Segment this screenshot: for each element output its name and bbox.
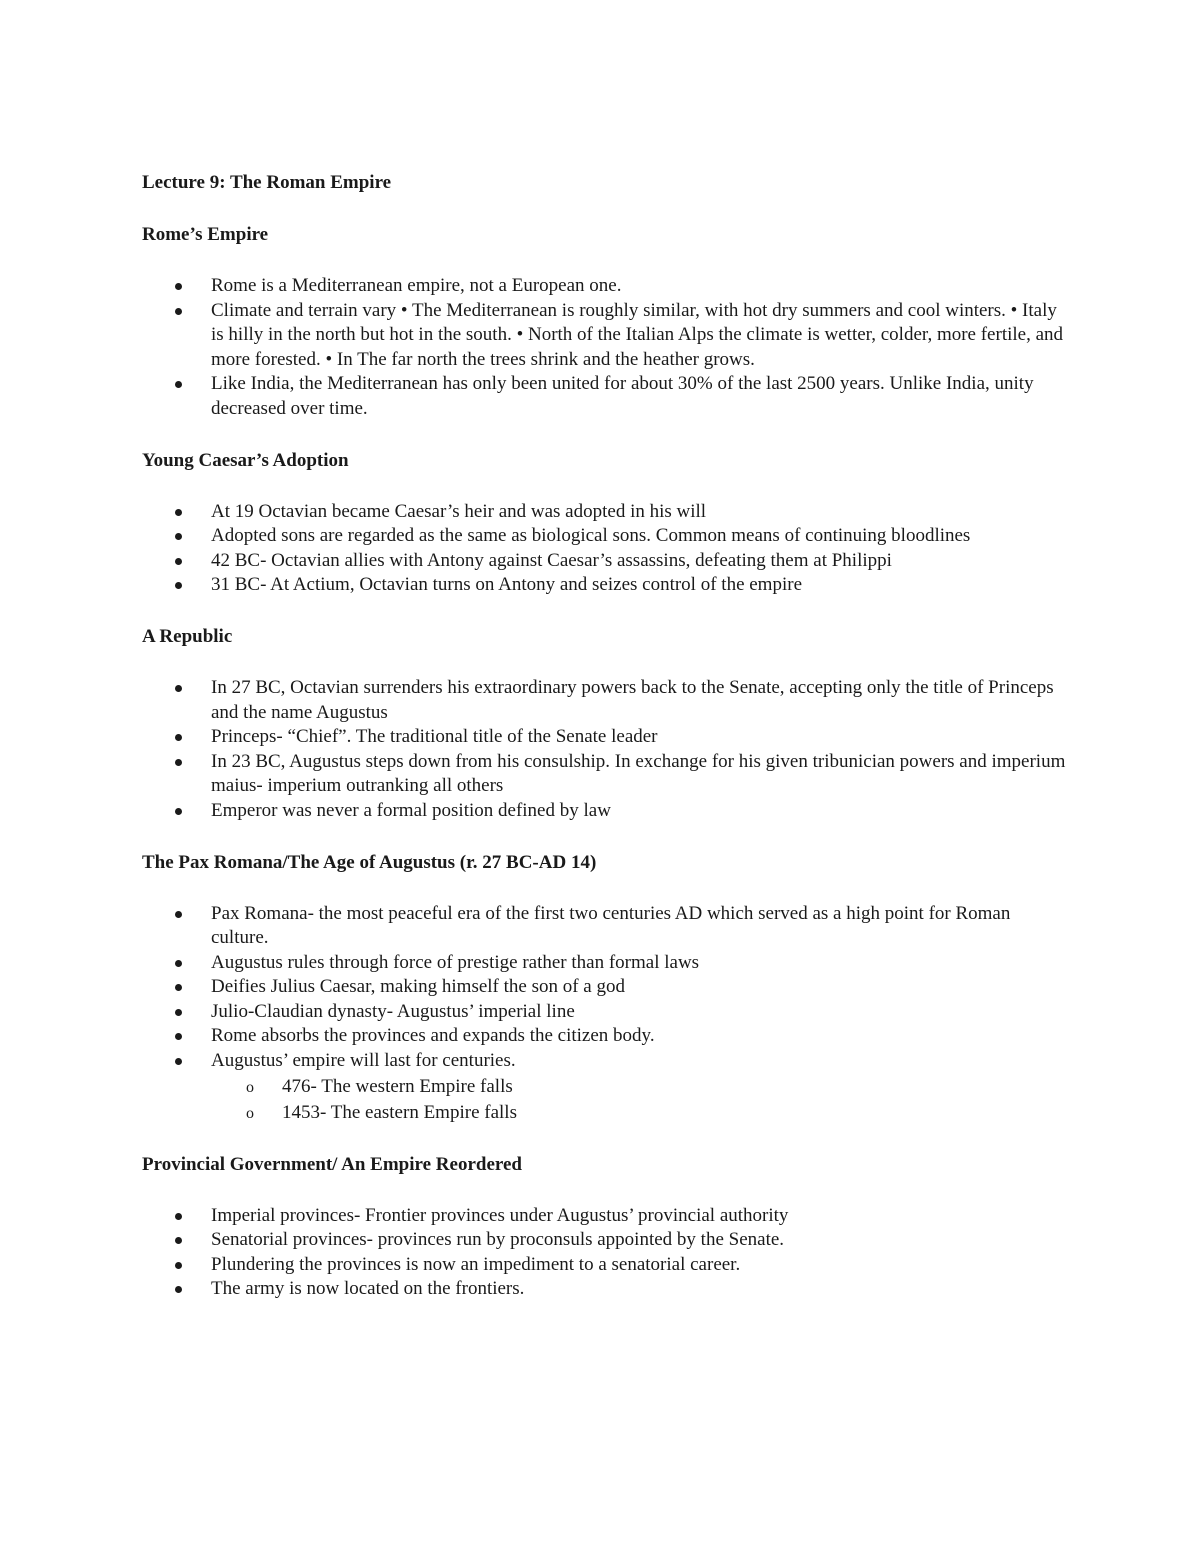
list-item	[142, 500, 1072, 525]
list-item-text: In 23 BC, Augustus steps down from his consulship. In exchange for his given tribunician powers and imperium maius- imperium outranking all others	[211, 750, 1066, 797]
document-body	[142, 170, 1072, 1328]
list-item-text: Senatorial provinces- provinces run by proconsuls appointed by the Senate.	[211, 1229, 785, 1251]
list-item	[142, 1228, 1072, 1253]
list-item-text: Augustus’ empire will last for centuries.	[211, 1050, 516, 1072]
bullet-icon	[175, 582, 182, 589]
list-item	[142, 573, 1072, 598]
bullet-list-young-caesars-adoption	[142, 500, 1072, 598]
section-heading-romes-empire: Rome’s Empire	[142, 224, 269, 245]
list-item	[142, 676, 1072, 725]
section-heading-a-republic: A Republic	[142, 625, 233, 647]
bullet-icon	[175, 1237, 182, 1244]
list-item	[142, 274, 1072, 299]
bullet-icon	[175, 960, 182, 967]
list-item-text: Like India, the Mediterranean has only been united for about 30% of the last 2500 years. Unlike India, unity decreased over time.	[211, 373, 1034, 419]
list-item-text: Plundering the provinces is now an impediment to a senatorial career.	[211, 1253, 741, 1275]
bullet-list-pax-romana	[142, 902, 1072, 1126]
sub-list-item	[142, 1074, 1072, 1100]
sub-bullet-list	[211, 1074, 1072, 1126]
list-item	[142, 372, 1072, 421]
list-item	[142, 1204, 1072, 1229]
bullet-icon	[175, 1262, 182, 1269]
list-item	[142, 750, 1072, 799]
bullet-list-provincial-government	[142, 1204, 1072, 1302]
list-item	[142, 524, 1072, 549]
bullet-icon	[175, 984, 182, 991]
bullet-icon	[175, 1286, 182, 1293]
bullet-icon	[175, 283, 182, 290]
list-item	[142, 951, 1072, 976]
list-item	[142, 1277, 1072, 1302]
list-item-text: Julio-Claudian dynasty- Augustus’ imperial line	[211, 1000, 575, 1022]
list-item-text: Rome is a Mediterranean empire, not a European one.	[211, 275, 622, 296]
list-item	[142, 725, 1072, 750]
list-item-text: Deifies Julius Caesar, making himself the son of a god	[211, 976, 625, 998]
sub-list-item-text: 476- The western Empire falls	[282, 1075, 513, 1097]
bullet-icon	[175, 685, 182, 692]
page-title: Lecture 9: The Roman Empire	[142, 172, 392, 193]
list-item	[142, 299, 1072, 373]
list-item	[142, 975, 1072, 1000]
list-item-text: At 19 Octavian became Caesar’s heir and was adopted in his will	[211, 500, 707, 522]
list-item-text: The army is now located on the frontiers.	[211, 1278, 525, 1300]
bullet-list-romes-empire	[142, 274, 1072, 422]
list-item-text: Emperor was never a formal position defined by law	[211, 799, 611, 821]
bullet-icon	[175, 533, 182, 540]
list-item	[142, 799, 1072, 824]
list-item-text: In 27 BC, Octavian surrenders his extraordinary powers back to the Senate, accepting only the title of Princeps and the name Augustus	[211, 676, 1054, 723]
list-item-text: Adopted sons are regarded as the same as biological sons. Common means of continuing bloodlines	[211, 525, 971, 547]
section-heading-provincial-government: Provincial Government/ An Empire Reordered	[142, 1153, 522, 1175]
list-item	[142, 1000, 1072, 1025]
bullet-icon	[175, 308, 182, 315]
list-item-text: Climate and terrain vary • The Mediterranean is roughly similar, with hot dry summers and cool winters. • Italy is hilly in the north but hot in the south. • North of the Italian Alps the climate is wetter, colder, more fertile, and more forested. • In The far north the trees shrink and the heather grows.	[211, 299, 1064, 370]
circle-bullet-icon: o	[246, 1104, 254, 1122]
bullet-icon	[175, 1213, 182, 1220]
list-item-text: Pax Romana- the most peaceful era of the first two centuries AD which served as a high point for Roman culture.	[211, 902, 1011, 949]
list-item	[142, 1049, 1072, 1126]
list-item-text: Princeps- “Chief”. The traditional title of the Senate leader	[211, 726, 658, 748]
bullet-icon	[175, 1009, 182, 1016]
list-item	[142, 1253, 1072, 1278]
bullet-icon	[175, 911, 182, 918]
list-item	[142, 1024, 1072, 1049]
list-item-text: Rome absorbs the provinces and expands the citizen body.	[211, 1025, 655, 1047]
bullet-icon	[175, 759, 182, 766]
section-heading-pax-romana: The Pax Romana/The Age of Augustus (r. 27 BC-AD 14)	[142, 851, 597, 873]
bullet-icon	[175, 808, 182, 815]
bullet-icon	[175, 1033, 182, 1040]
sub-list-item-text: 1453- The eastern Empire falls	[282, 1101, 517, 1123]
bullet-icon	[175, 558, 182, 565]
bullet-icon	[175, 509, 182, 516]
list-item-text: 42 BC- Octavian allies with Antony against Caesar’s assassins, defeating them at Philippi	[211, 549, 892, 571]
list-item-text: 31 BC- At Actium, Octavian turns on Antony and seizes control of the empire	[211, 574, 803, 596]
bullet-list-a-republic	[142, 676, 1072, 824]
bullet-icon	[175, 734, 182, 741]
list-item-text: Augustus rules through force of prestige rather than formal laws	[211, 951, 700, 973]
sub-list-item	[142, 1100, 1072, 1126]
bullet-icon	[175, 381, 182, 388]
section-heading-young-caesars-adoption: Young Caesar’s Adoption	[142, 449, 349, 471]
circle-bullet-icon: o	[246, 1078, 254, 1096]
list-item	[142, 549, 1072, 574]
list-item-text: Imperial provinces- Frontier provinces under Augustus’ provincial authority	[211, 1204, 789, 1226]
list-item	[142, 902, 1072, 951]
bullet-icon	[175, 1058, 182, 1065]
